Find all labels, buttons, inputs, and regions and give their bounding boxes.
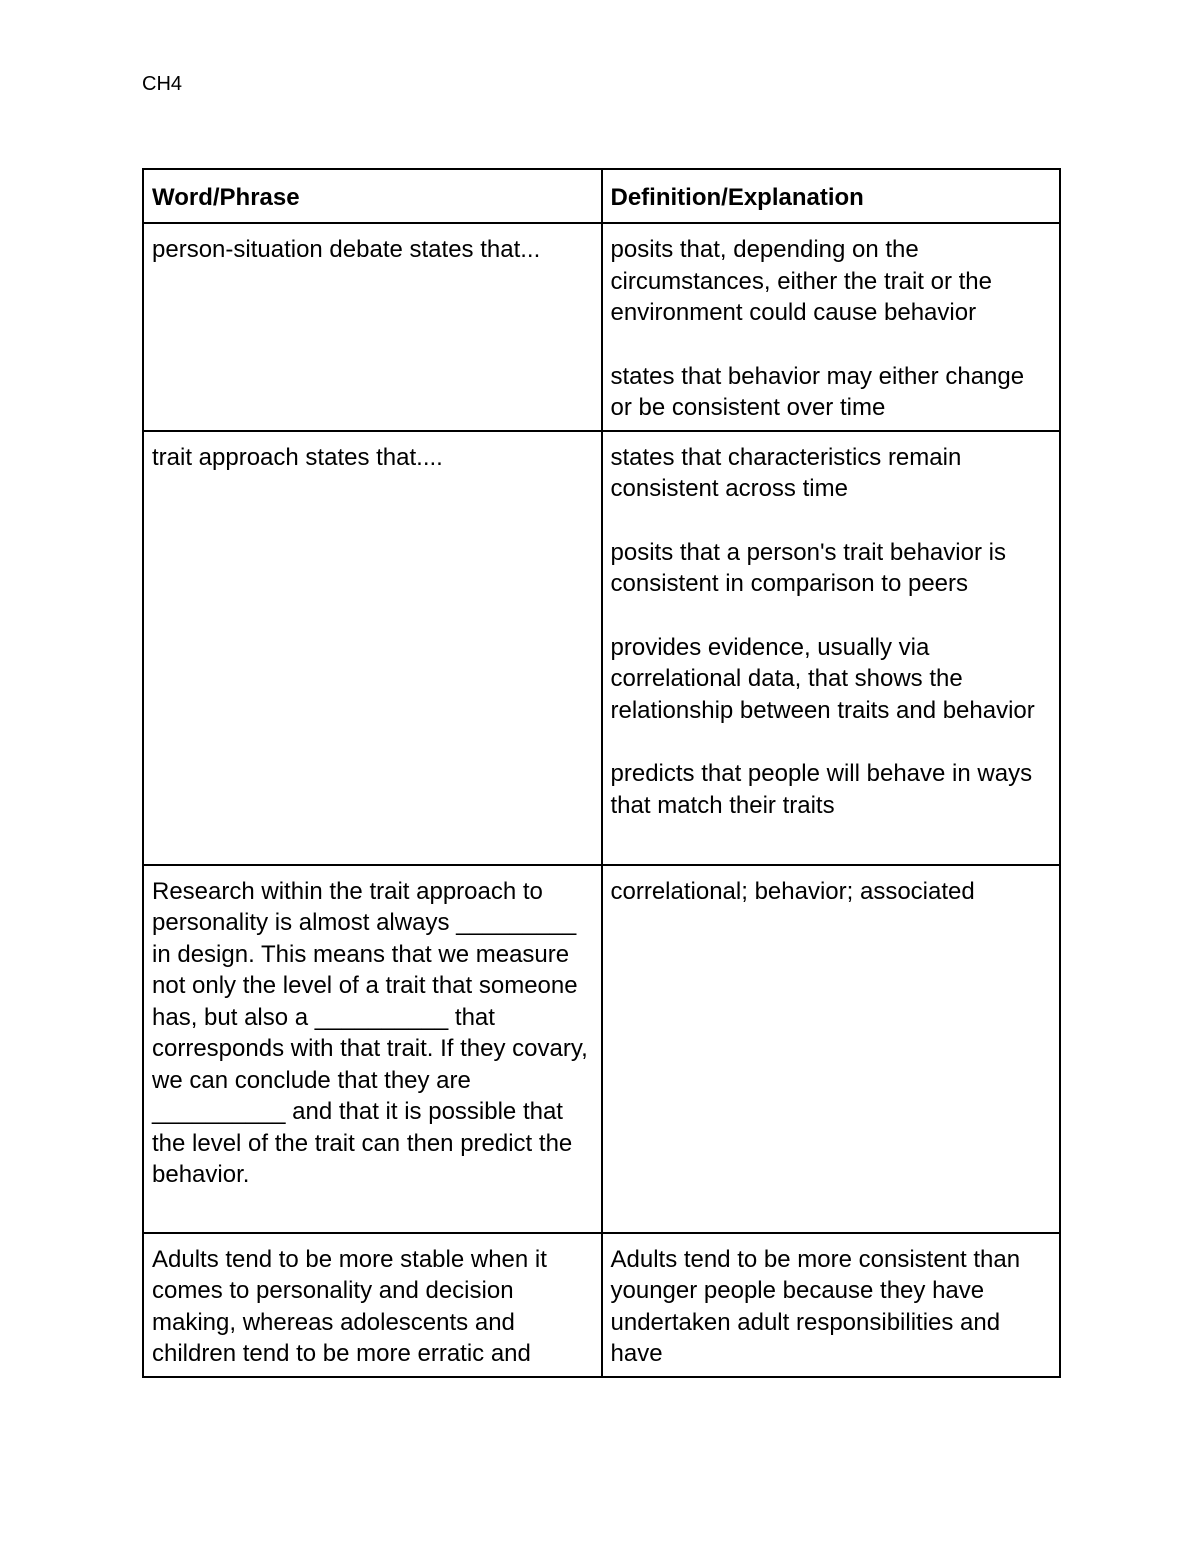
- definition-cell: [602, 865, 1061, 1233]
- definition-cell: [602, 431, 1061, 865]
- term-cell: Research within the trait approach to personality is almost always _________ in design. This means that we measure not only the level of a trait that someone has, but also a __________ that corresponds with that trait. If they covary, we can conclude that they are __________ and that it is possible that the level of the trait can then predict the behavior.: [143, 865, 602, 1233]
- term-cell: person-situation debate states that...: [143, 223, 602, 431]
- definition-text: predicts that people will behave in ways that match their traits: [610, 760, 1033, 819]
- table-row: [143, 431, 1060, 865]
- definition-text: Adults tend to be more consistent than younger people because they have undertaken adult responsibilities and have: [610, 1245, 1021, 1367]
- table-row: [143, 223, 1060, 431]
- definition-text: provides evidence, usually via correlational data, that shows the relationship between traits and behavior: [610, 633, 1035, 724]
- table-row: [143, 865, 1060, 1233]
- definition-text: posits that, depending on the circumstances, either the trait or the environment could cause behavior: [610, 236, 992, 326]
- header-word-phrase: Word/Phrase: [143, 169, 602, 223]
- page-header: CH4: [142, 73, 183, 95]
- header-definition-explanation: Definition/Explanation: [602, 169, 1061, 223]
- table-header-row: [143, 169, 1060, 223]
- table-row: [143, 1233, 1060, 1377]
- definition-text: posits that a person's trait behavior is consistent in comparison to peers: [610, 538, 1006, 597]
- term-cell: trait approach states that....: [143, 431, 602, 865]
- term-cell: Adults tend to be more stable when it comes to personality and decision making, whereas adolescents and children tend to be more erratic and: [143, 1233, 602, 1377]
- definition-text: correlational; behavior; associated: [610, 877, 975, 905]
- definition-cell: [602, 1233, 1061, 1377]
- vocabulary-table: [142, 168, 1061, 1378]
- definition-text: states that characteristics remain consistent across time: [610, 443, 962, 502]
- definition-cell: [602, 223, 1061, 431]
- definition-text: states that behavior may either change or be consistent over time: [610, 362, 1025, 421]
